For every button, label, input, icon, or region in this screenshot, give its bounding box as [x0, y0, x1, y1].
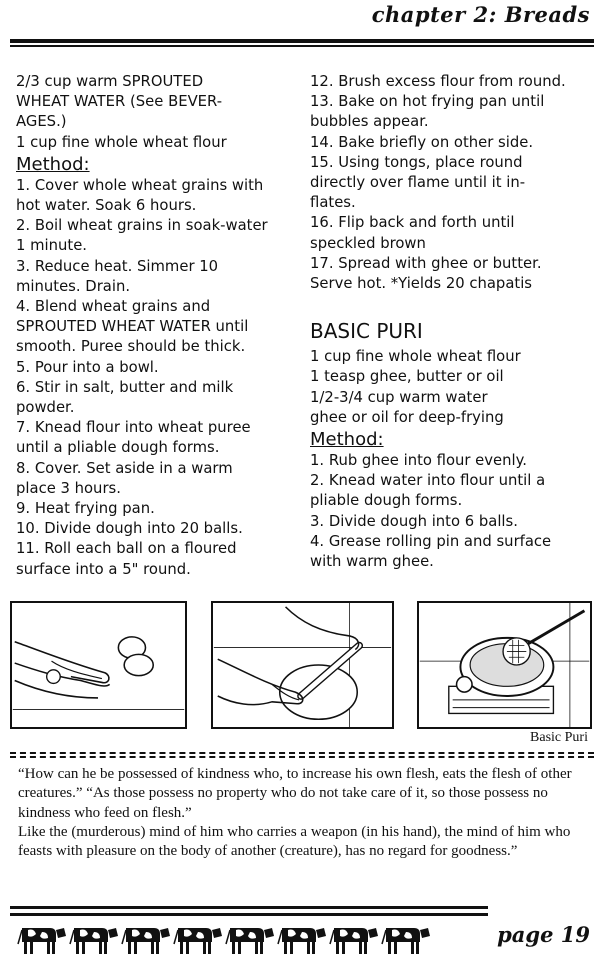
text-line: 4. Blend wheat grains and: [16, 298, 211, 316]
text-line: Serve hot. *Yields 20 chapatis: [310, 275, 533, 293]
illustration-frying-puri: [417, 601, 592, 729]
text-line: 3. Divide dough into 6 balls.: [310, 512, 518, 530]
text-line: 2. Knead water into flour until a: [310, 472, 546, 490]
cow-icon: [226, 928, 274, 954]
cow-icon: [382, 928, 430, 954]
text-line: 1 cup fine whole wheat flour: [16, 133, 227, 151]
cow-icon: [278, 928, 326, 954]
text-line: smooth. Puree should be thick.: [16, 338, 246, 356]
text-line: 6. Stir in salt, butter and milk: [16, 378, 234, 396]
method-heading: Method:: [16, 153, 90, 175]
text-line: pliable dough forms.: [310, 492, 463, 510]
quote-paragraph: “How can he be possessed of kindness who, to increase his own flesh, eats the flesh of other creatures.” “As those possess no property who do not take care of it, so those possess no kindness who feed on flesh.”: [18, 766, 572, 821]
text-line: directly over flame until it in-: [310, 174, 526, 192]
text-line: hot water. Soak 6 hours.: [16, 197, 197, 215]
text-line: 14. Bake briefly on other side.: [310, 133, 534, 151]
text-line: 2/3 cup warm SPROUTED: [16, 73, 204, 90]
puri-title: BASIC PURI: [310, 319, 423, 344]
text-line: AGES.): [16, 113, 67, 131]
text-line: 12. Brush excess flour from round.: [310, 73, 566, 90]
text-line: minutes. Drain.: [16, 277, 131, 295]
text-line: 15. Using tongs, place round: [310, 153, 523, 171]
text-line: 1. Cover whole wheat grains with: [16, 176, 264, 194]
cow-border: [12, 916, 490, 956]
text-line: flates.: [310, 194, 356, 212]
text-line: ghee or oil for deep-frying: [310, 408, 504, 426]
text-line: 13. Bake on hot frying pan until: [310, 93, 545, 111]
text-line: 8. Cover. Set aside in a warm: [16, 459, 233, 477]
cow-icon: [18, 928, 66, 954]
text-line: 1/2-3/4 cup warm water: [310, 388, 488, 406]
text-line: 2. Boil wheat grains in soak-water: [16, 217, 268, 235]
text-line: 5. Pour into a bowl.: [16, 358, 159, 376]
text-line: 1. Rub ghee into flour evenly.: [310, 452, 527, 470]
chapter-title: chapter 2: Breads: [371, 2, 590, 27]
hands-dividing-dough-icon: [12, 603, 185, 727]
left-column: [16, 72, 304, 580]
text-line: place 3 hours.: [16, 479, 121, 497]
illustration-caption: Basic Puri: [530, 730, 588, 745]
cow-icon: [70, 928, 118, 954]
text-line: until a pliable dough forms.: [16, 439, 220, 457]
text-line: 1 minute.: [16, 237, 88, 255]
puri-method-heading: Method:: [310, 429, 384, 451]
text-line: 7. Knead flour into wheat puree: [16, 419, 251, 437]
illustration-dividing-dough: [10, 601, 187, 729]
text-line: WHEAT WATER (See BEVER-: [16, 93, 223, 111]
text-line: speckled brown: [310, 234, 426, 252]
text-line: 10. Divide dough into 20 balls.: [16, 520, 243, 538]
text-line: 1 cup fine whole wheat flour: [310, 348, 521, 366]
right-column: [310, 72, 595, 572]
text-line: SPROUTED WHEAT WATER until: [16, 318, 249, 336]
quote-paragraph: Like the (murderous) mind of him who carries a weapon (in his hand), the mind of him who feasts with pleasure on the body of another (creature), has no regard for goodness.”: [18, 823, 571, 860]
header-rule: [10, 39, 594, 43]
text-line: 16. Flip back and forth until: [310, 214, 515, 232]
text-line: bubbles appear.: [310, 113, 429, 131]
text-line: 11. Roll each ball on a floured: [16, 540, 237, 558]
text-line: powder.: [16, 399, 75, 417]
text-line: 1 teasp ghee, butter or oil: [310, 368, 504, 386]
puri-frying-pan-icon: [419, 603, 590, 727]
text-line: with warm ghee.: [310, 553, 434, 571]
text-line: 3. Reduce heat. Simmer 10: [16, 257, 219, 275]
cow-icon: [122, 928, 170, 954]
text-line: 9. Heat frying pan.: [16, 500, 155, 518]
text-line: 4. Grease rolling pin and surface: [310, 532, 552, 550]
text-line: 17. Spread with ghee or butter.: [310, 254, 542, 272]
hands-rolling-dough-icon: [213, 603, 392, 727]
dashed-divider: [10, 752, 594, 758]
cow-icon: [330, 928, 378, 954]
page-number: page 19: [497, 922, 590, 947]
footer-rule: [10, 906, 488, 916]
header-rule-thin: [10, 45, 594, 47]
quote-block: [18, 765, 590, 861]
cow-icon: [174, 928, 222, 954]
illustration-rolling-dough: [211, 601, 394, 729]
text-line: surface into a 5" round.: [16, 560, 191, 578]
